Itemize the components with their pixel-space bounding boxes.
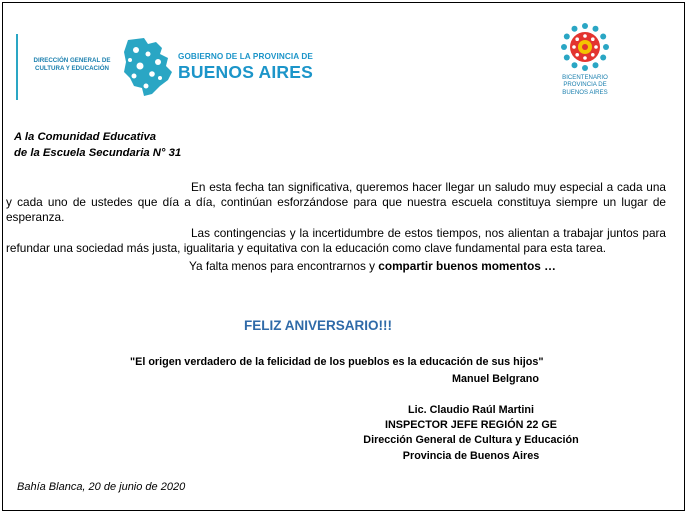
salutation: [14, 129, 181, 161]
signature-title: INSPECTOR JEFE REGIÓN 22 GE: [385, 419, 557, 432]
belgrano-quote: "El origen verdadero de la felicidad de los pueblos es la educación de sus hijos": [130, 356, 544, 368]
bicentenario-sun-icon: [560, 22, 610, 72]
quote-author: Manuel Belgrano: [452, 373, 539, 385]
place-date: Bahía Blanca, 20 de junio de 2020: [17, 481, 186, 493]
dgce-line-1: DIRECCIÓN GENERAL DE: [33, 57, 111, 64]
paragraph-3: [6, 259, 666, 274]
bicentenario-line-1: BICENTENARIO: [562, 74, 608, 81]
signature-name: Lic. Claudio Raúl Martini: [408, 404, 534, 416]
salutation-line-2: de la Escuela Secundaria N° 31: [14, 147, 182, 159]
bicentenario-text: [549, 74, 621, 96]
gba-small-text: GOBIERNO DE LA PROVINCIA DE: [178, 52, 313, 61]
feliz-aniversario-heading: FELIZ ANIVERSARIO!!!: [244, 318, 392, 333]
paragraph-1-text: En esta fecha tan significativa, queremos hacer llegar un saludo muy especial a cada una y cada uno de ustedes que día a día, continúan esforzándose para que nuestra escuela constituya siempre un lugar de esperanza.: [6, 180, 666, 225]
header-divider: [16, 34, 18, 100]
dgce-line-2: CULTURA Y EDUCACIÓN: [34, 65, 110, 72]
paragraph-3-bold: compartir buenos momentos …: [378, 259, 556, 274]
bicentenario-line-3: BUENOS AIRES: [562, 88, 608, 96]
dgce-logo-text: [28, 57, 116, 73]
signature-province: Provincia de Buenos Aires: [402, 449, 540, 462]
gba-big-text: BUENOS AIRES: [178, 62, 313, 82]
signature-org: Dirección General de Cultura y Educación: [363, 434, 579, 447]
letter-body: [6, 180, 666, 286]
paragraph-3-text: Ya falta menos para encontrarnos y: [189, 259, 379, 274]
salutation-line-1: A la Comunidad Educativa: [14, 131, 157, 143]
paragraph-2: [6, 226, 666, 256]
province-map-icon: [122, 36, 174, 98]
paragraph-1: [6, 180, 666, 226]
signature-block: [360, 403, 582, 464]
bicentenario-line-2: PROVINCIA DE: [563, 81, 607, 89]
paragraph-2-text: Las contingencias y la incertidumbre de estos tiempos, nos alientan a trabajar juntos para refundar una sociedad más justa, igualitaria y equitativa con la educación como clave fundamental para esta tarea.: [6, 225, 666, 255]
